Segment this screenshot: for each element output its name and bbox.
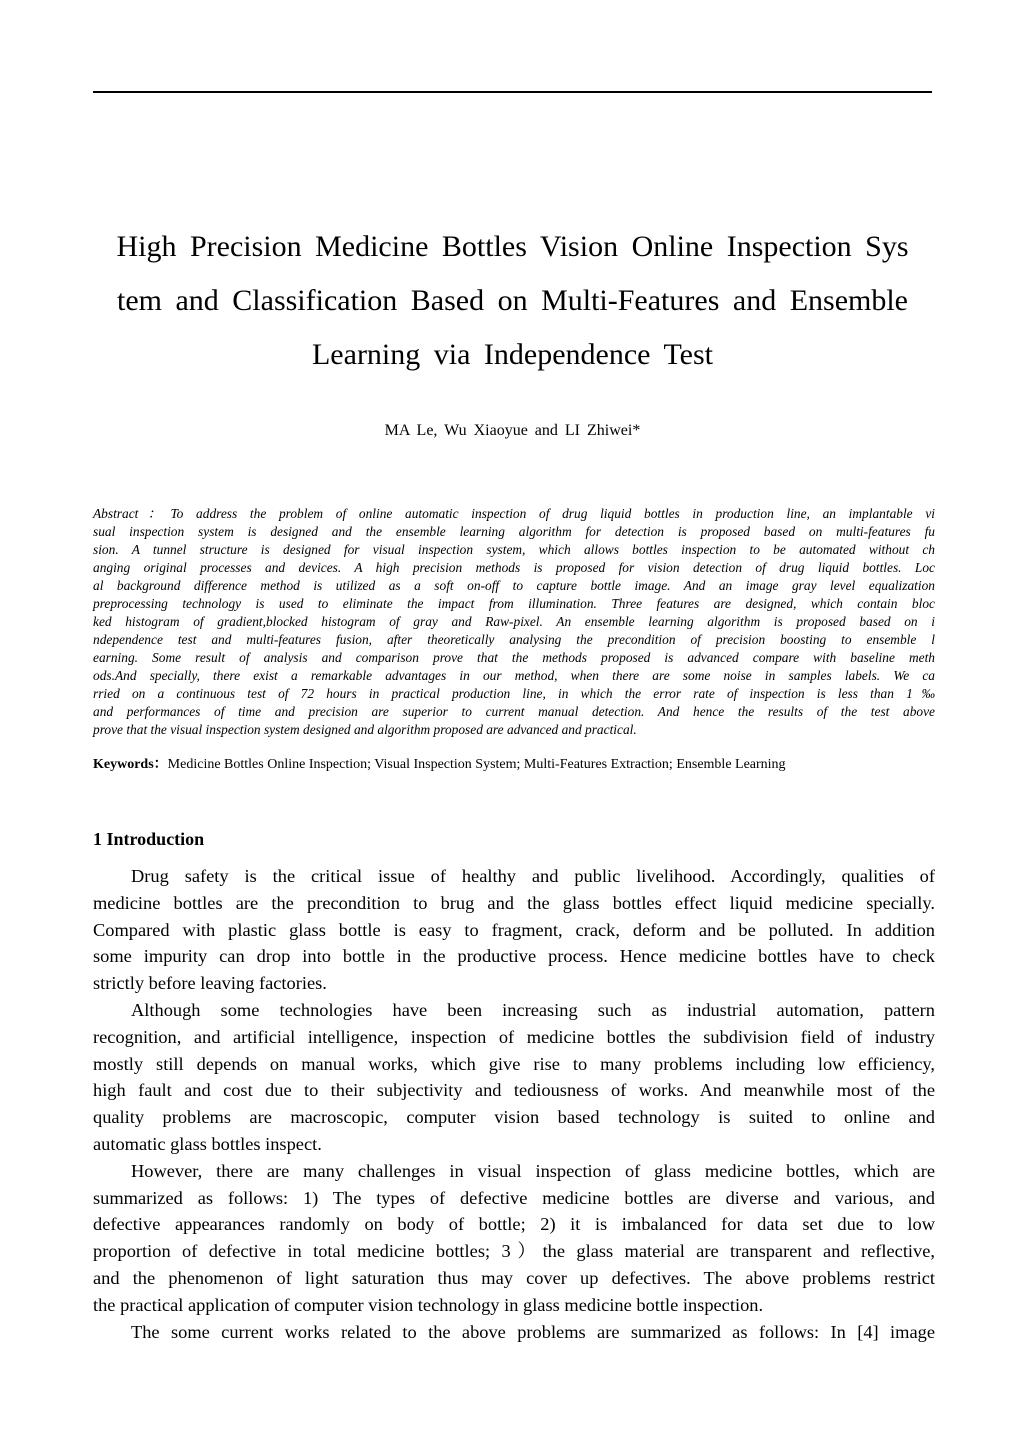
body-line: Drug safety is the critical issue of healthy and public livelihood. Accordingly, qualities of [131,866,935,886]
body-line: However, there are many challenges in visual inspection of glass medicine bottles, which are [131,1160,935,1181]
body-line: quality problems are macroscopic, computer vision based technology is suited to online and [93,1107,935,1128]
keywords-label: Keywords： [93,757,168,772]
abstract-line: anging original processes and devices. A high precision methods is proposed for vision detection of drug liquid bottles. Loc [93,560,935,575]
paper-title [93,220,932,382]
abstract-line: ndependence test and multi-features fusion, after theoretically analysing the precondition of precision boosting to ensemble l [93,632,935,647]
abstract [93,505,935,739]
body-line: high fault and cost due to their subjectivity and tediousness of works. And meanwhile most of the [93,1080,935,1101]
abstract-line: Abstract：To address the problem of online automatic inspection of drug liquid bottles in production line, an implantable vi [93,506,935,521]
keywords [93,753,935,773]
abstract-line: ked histogram of gradient,blocked histogram of gray and Raw-pixel. An ensemble learning algorithm is proposed based on i [93,614,935,629]
abstract-line: sual inspection system is designed and the ensemble learning algorithm for detection is proposed based on multi-features fu [93,524,935,539]
abstract-label: Abstract： [93,506,171,521]
body-line: strictly before leaving factories. [93,973,327,994]
abstract-line: and performances of time and precision are superior to current manual detection. And hence the results of the test above [93,704,935,719]
body-line: and the phenomenon of light saturation thus may cover up defectives. The above problems restrict [93,1267,935,1288]
body-line: proportion of defective in total medicine bottles; 3）the glass material are transparent and reflective, [93,1241,935,1262]
body-line: automatic glass bottles inspect. [93,1133,322,1154]
body-line: The some current works related to the above problems are summarized as follows: In [4] image [131,1321,935,1342]
body-line: Compared with plastic glass bottle is easy to fragment, crack, deform and be polluted. In addition [93,919,935,940]
abstract-line: earning. Some result of analysis and comparison prove that the methods proposed is advanced compare with baseline meth [93,650,935,665]
title-line: Learning via Independence Test [311,338,713,371]
body-line: defective appearances randomly on body of bottle; 2) it is imbalanced for data set due to low [93,1214,935,1235]
body-line: recognition, and artificial intelligence, inspection of medicine bottles the subdivision field of industry [93,1026,935,1047]
abstract-line: sion. A tunnel structure is designed for visual inspection system, which allows bottles inspection to be automated without ch [93,542,935,557]
abstract-line: ods.And specially, there exist a remarkable advantages in our method, when there are some noise in samples labels. We ca [93,668,935,683]
body-line: mostly still depends on manual works, which give rise to many problems including low efficiency, [93,1053,935,1074]
abstract-line: al background difference method is utilized as a soft on-off to capture bottle image. And an image gray level equalization [93,578,935,593]
body-line: Although some technologies have been increasing such as industrial automation, pattern [131,999,935,1020]
abstract-line: rried on a continuous test of 72 hours in practical production line, in which the error rate of inspection is less than 1‰ [93,686,935,701]
body-line: medicine bottles are the precondition to brug and the glass bottles effect liquid medicine specially. [93,892,935,913]
authors: MA Le, Wu Xiaoyue and LI Zhiwei* [384,422,641,439]
title-line: High Precision Medicine Bottles Vision Online Inspection Sys [116,230,909,263]
keywords-text: Medicine Bottles Online Inspection; Visual Inspection System; Multi-Features Extraction; Ensemble Learning [167,757,786,772]
body-line: some impurity can drop into bottle in the productive process. Hence medicine bottles have to check [93,946,935,967]
body-line: summarized as follows: 1) The types of defective medicine bottles are diverse and various, and [93,1187,935,1208]
body-text [93,863,935,1345]
body-line: the practical application of computer vision technology in glass medicine bottle inspection. [93,1294,764,1315]
abstract-line: preprocessing technology is used to eliminate the impact from illumination. Three features are designed, which contain bloc [93,596,935,611]
abstract-line: prove that the visual inspection system designed and algorithm proposed are advanced and practical. [93,722,637,737]
header-rule [93,91,932,93]
section-heading: 1 Introduction [93,829,205,849]
title-line: tem and Classification Based on Multi-Features and Ensemble [116,284,908,317]
